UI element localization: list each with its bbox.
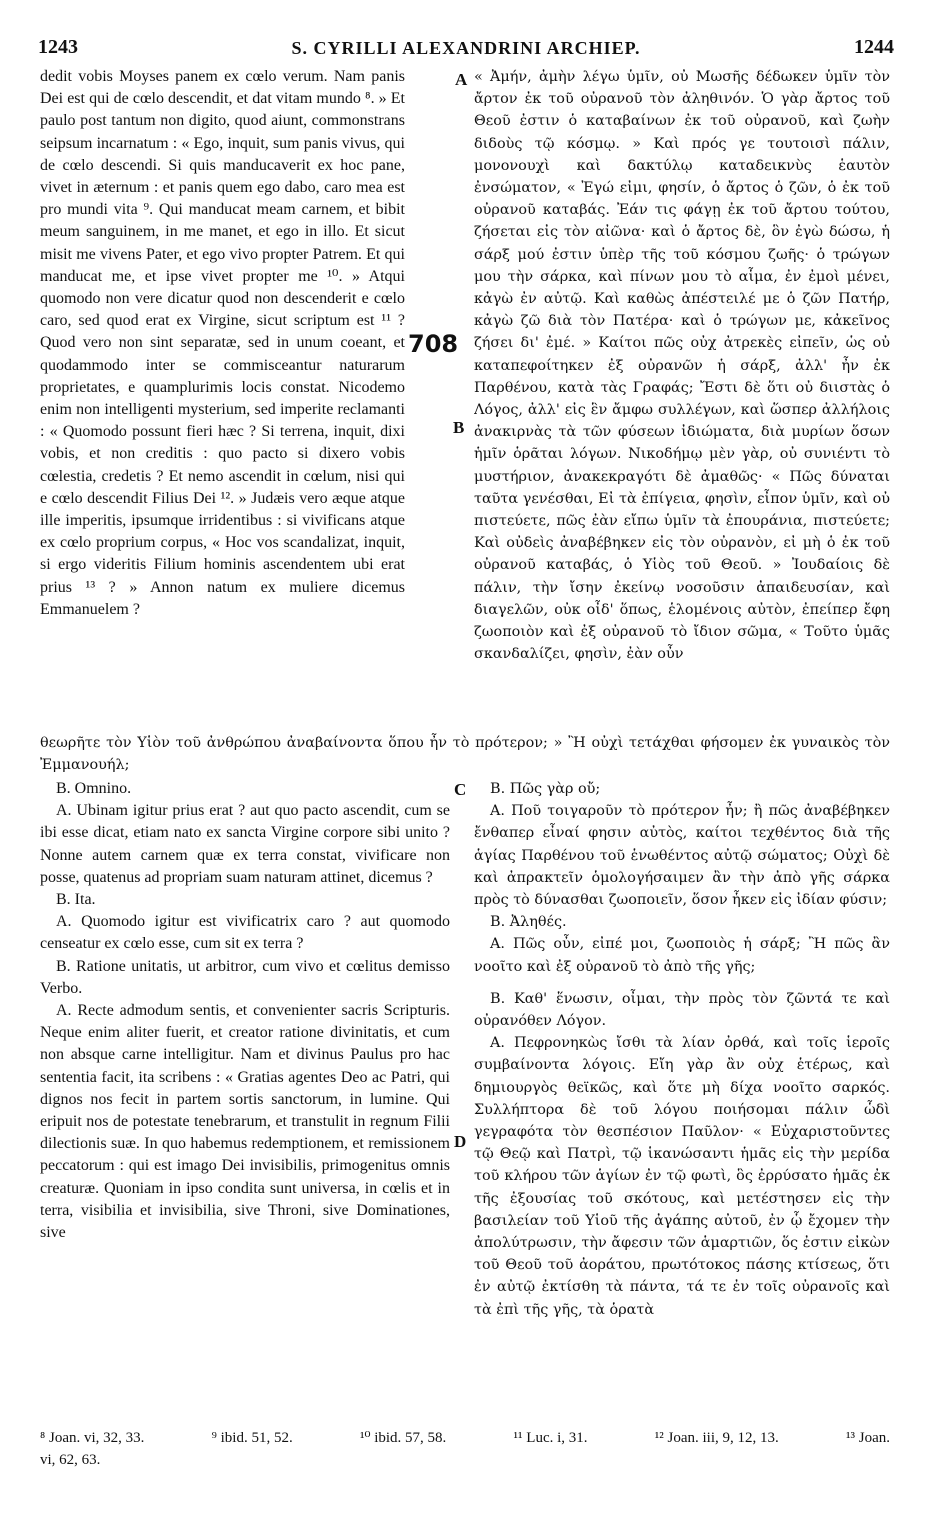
latin-dialog-line: B. Ratione unitatis, ut arbitror, cum vivo et cœlitus demisso Verbo. [40,957,450,997]
greek-dialog-line: B. Ἀληθές. [490,914,567,931]
section-marker-c: C [454,780,467,799]
section-marker-d: D [454,1132,467,1151]
greek-dialog-line: A. Πεφρονηκὼς ἴσθι τὰ λίαν ὀρθά, καὶ τοῖς ἱεροῖς συμβαίνοντα λόγοις. Εἴη γὰρ ἂν οὐχ ἑτέρως, καὶ δημιουργὸς θεϊκῶς, καὶ ὅτε μὴ δίχα νοοῖτο σαρκός. Συλλήπτορα δὲ τοῦ λόγου ποιήσομαι πάλιν ὧδὶ γεγραφότα τὸν θεσπέσιον Παῦλον· « Εὐχαριστοῦντες τῷ Θεῷ καὶ Πατρὶ, τῷ ἱκανώσαντι ἡμᾶς εἰς τὴν μερίδα τοῦ κλήρου τῶν ἁγίων ἐν τῷ φωτὶ, ὃς ἐρρύσατο ἡμᾶς ἐκ τῆς ἐξουσίας τοῦ σκότους, καὶ μετέστησεν εἰς τὴν βασιλείαν τοῦ Υἱοῦ τῆς ἀγάπης αὐτοῦ, ἐν ᾧ ἔχομεν τὴν ἀπολύτρωσιν, τὴν ἄφεσιν τῶν ἁμαρτιῶν, ὅς ἐστιν εἰκὼν τοῦ Θεοῦ τοῦ ἀοράτου, πρωτότοκος πάσης κτίσεως, ὅτι ἐν αὐτῷ ἐκτίσθη τὰ πάντα, τά τε ἐν τοῖς οὐρανοῖς καὶ τὰ ἐπὶ τῆς γῆς, τὰ ὁρατὰ [474,1035,890,1318]
page-number-left: 1243 [38,36,78,58]
greek-column-top [474,66,890,731]
greek-dialog-column [474,778,890,1418]
footnote-10: ¹⁰ ibid. 57, 58. [359,1430,447,1446]
latin-dialog-column [40,778,450,1418]
latin-dialog-line: A. Recte admodum sentis, et convenienter sacris Scripturis. Neque enim aliter fuerit, et creator ratione divinitatis, et cum non absque carne intelligitur. Nam et divinus Paulus pro hac sententia facit, ita scribens : « Gratias agentes Deo ac Patri, qui dignos nos fecit in partem sortis sanctorum, in lumine. Qui eripuit nos de potestate tenebrarum, et transtulit in regnum Filii dilectionis suæ. In quo habemus redemptionem, et remissionem peccatorum : qui est imago Dei invisibilis, primogenitus omnis creaturæ. Quoniam in ipso condita sunt universa, in cœlis et in terra, visibilia et invisibilia, sive Throni, sive Dominationes, sive [40,1002,450,1242]
footnote-8: ⁸ Joan. vi, 32, 33. [40,1430,145,1446]
section-marker-a: A [455,70,468,89]
latin-dialog-line: A. Quomodo igitur est vivificatrix caro ? aut quomodo censeatur ex cœlo esse, cum sit ex terra ? [40,913,450,953]
latin-dialog-line: A. Ubinam igitur prius erat ? aut quo pacto ascendit, cum se ibi esse dicat, etiam nato ex sancta Virgine corpore sibi unito ? Nonne autem carnem quæ ex terra constat, vivificare non posse, quatenus ad propriam suam naturam attinet, dicemus ? [40,802,450,886]
page-header [38,36,894,60]
greek-dialog-line: A. Πῶς οὖν, εἰπέ μοι, ζωοποιὸς ἡ σάρξ; Ἢ πῶς ἂν νοοῖτο καὶ ἐξ οὐρανοῦ τὸ ἀπὸ τῆς γῆς; [474,936,890,975]
footnotes [40,1427,890,1471]
footnote-9: ⁹ ibid. 51, 52. [211,1430,293,1446]
greek-dialog-line: B. Πῶς γὰρ οὔ; [490,781,601,797]
greek-paragraph: « Ἀμήν, ἀμὴν λέγω ὑμῖν, οὐ Μωσῆς δέδωκεν ὑμῖν τὸν ἄρτον ἐκ τοῦ οὐρανοῦ τὸν ἀληθινόν. Ὁ γὰρ ἄρτος τοῦ Θεοῦ ἐστιν ὁ καταβαίνων ἐκ τοῦ οὐρανοῦ, καὶ ζωὴν διδοὺς τῷ κόσμῳ. » Καὶ πρός γε τουτοισὶ πάλιν, μονονουχὶ καὶ δακτύλῳ καταδεικνὺς ἑαυτὸν ἐνσώματον, « Ἐγώ εἰμι, φησίν, ὁ ἄρτος ὁ ζῶν, ὁ ἐκ τοῦ οὐρανοῦ καταβάς. Ἐάν τις φάγῃ ἐκ τοῦ ἄρτου τούτου, ζήσεται εἰς τὸν αἰῶνα· καὶ ὁ ἄρτος δὲ, ὃν ἐγὼ δώσω, ἡ σάρξ μού ἐστιν ὑπὲρ τῆς τοῦ κόσμου ζωῆς· ὁ τρώγων μου τὴν σάρκα, καὶ πίνων μου τὸ αἷμα, ἐν ἐμοὶ μένει, κἀγὼ ἐν αὐτῷ. Καὶ καθὼς ἀπέστειλέ με ὁ ζῶν Πατήρ, κἀγὼ ζῶ διὰ τὸν Πατέρα· καὶ ὁ τρώγων με, κἀκεῖνος ζήσει δι' ἐμέ. » Καίτοι πῶς οὐχ ἀτρεκὲς εἰπεῖν, ὡς οὐ καταπεφοίτηκεν ἐξ οὐρανῶν ἡ σάρξ, ἀλλ' ἦν ἐκ Παρθένου, κατὰ τὰς Γραφάς; Ἔστι δὲ ὅτι οὐ διιστὰς ὁ Λόγος, ἀλλ' εἰς ἓν ἄμφω συλλέγων, καὶ ὥσπερ ἀλλήλοις ἀνακιρνὰς τὰ τῶν φύσεων ἰδιώματα, διὰ μυρίων ὅσων ἡμῖν ὁρᾶται λόγων. Νικοδήμῳ μὲν γὰρ, οὐ συνιέντι τὸ μυστήριον, ἀνακεκραγότι δὲ ἀμαθῶς· « Πῶς δύναται ταῦτα γενέσθαι, Εἰ τὰ ἐπίγεια, φησὶν, εἶπον ὑμῖν, καὶ οὐ πιστεύετε, πῶς ἐὰν εἴπω ὑμῖν τὰ ἐπουράνια, πιστεύετε; Καὶ οὐδεὶς ἀναβέβηκεν εἰς τὸν οὐρανὸν, εἰ μὴ ὁ ἐκ τοῦ οὐρανοῦ καταβάς, ὁ Υἱὸς τοῦ Θεοῦ. » Ἰουδαίοις δὲ πάλιν, τὴν ἴσην ἐκείνῳ νοσοῦσιν ἀπαιδευσίαν, καὶ διαγελῶν, οὐκ οἶδ' ὅπως, ἑλομένοις αὐτὸν, ἐπείπερ ἔφη ζωοποιὸν καὶ ἐξ οὐρανοῦ τὸ ἴδιον σῶμα, « Τοῦτο ὑμᾶς σκανδαλίζει, φησὶν, ἐὰν οὖν [474,69,890,663]
column-number: 708 [408,330,459,358]
latin-dialog-line: B. Omnino. [56,780,132,797]
section-marker-b: B [453,418,465,437]
latin-paragraph: dedit vobis Moyses panem ex cœlo verum. Nam panis Dei est qui de cœlo descendit, et dat vitam mundo ⁸. » Et paulo post tantum non digito, quod aiunt, commonstrans seipsum incarnatum : « Ego, inquit, sum panis vivus, qui de cœlo descendi. Si quis manducaverit ex hoc pane, vivet in æternum : et panis quem ego dabo, caro mea est pro mundi vita ⁹. Qui manducat meam carnem, et bibit meum sanguinem, in me manet, et ego in illo. Et sicut misit me vivens Pater, et ego vivo propter Patrem. Et qui manducat me, et ipse vivet propter me ¹⁰. » Atqui quomodo non vere dicatur quod non descenderit e cœlo caro, sed quod erat ex Virgine, sicut scriptum est ¹¹ ? Quod vero non sint separatæ, sed in unum coeant, et quodammodo inter se commisceantur naturarum proprietates, e quamplurimis locis constat. Nicodemo enim non intelligenti mysterium, sed imperite reclamanti : « Quomodo possunt fieri hæc ? Si terrena, inquit, dixi vobis, et non creditis : quo pacto si dixero vobis cœlestia, credetis ? Et nemo ascendit in cœlum, nisi qui e cœlo descendit Filius Dei ¹². » Judæis vero æque atque ille imperitis, ipsumque irridentibus : si vivificans atque ex cœlo proprium corpus, « Hoc vos scandalizat, inquit, si ergo videritis Filium hominis ascendentem ubi erat prius ¹³ ? » Annon natum ex muliere dicemus Emmanuelem ? [40,68,405,618]
latin-dialog-line: B. Ita. [56,891,96,909]
footnote-13-continued: vi, 62, 63. [40,1452,101,1468]
footnote-11: ¹¹ Luc. i, 31. [513,1430,588,1446]
greek-dialog-line: B. Καθ' ἕνωσιν, οἶμαι, τὴν πρὸς τὸν ζῶντά τε καὶ οὐρανόθεν Λόγον. [474,990,890,1030]
footnote-13: ¹³ Joan. [846,1430,890,1446]
footnote-12: ¹² Joan. iii, 9, 12, 13. [654,1430,779,1446]
greek-spanning-line: θεωρῆτε τὸν Υἱὸν τοῦ ἀνθρώπου ἀναβαίνοντα ὅπου ἦν τὸ πρότερον; » Ἢ οὐχὶ τετάχθαι φήσομεν ἐκ γυναικὸς τὸν Ἐμμανουήλ; [40,735,890,774]
latin-column-top [40,66,450,731]
page-number-right: 1244 [854,36,894,58]
greek-dialog-line: A. Ποῦ τοιγαροῦν τὸ πρότερον ἦν; ἢ πῶς ἀναβέβηκεν ἔνθαπερ εἶναί φησιν αὐτὸς, καίτοι τεχθέντος διὰ τῆς ἁγίας Παρθένου τοῦ ἑνωθέντος αὐτῷ σώματος; Οὐχὶ δὲ καὶ ἀπρακτεῖν ὁμολογήσαιμεν ἂν τὴν ἀπὸ γῆς σάρκα πρὸς τὸ δύνασθαι ζωοποιεῖν, ὅσον ἧκεν εἰς ἰδίαν φύσιν; [474,803,890,909]
running-title: S. CYRILLI ALEXANDRINI ARCHIEP. [291,38,641,58]
